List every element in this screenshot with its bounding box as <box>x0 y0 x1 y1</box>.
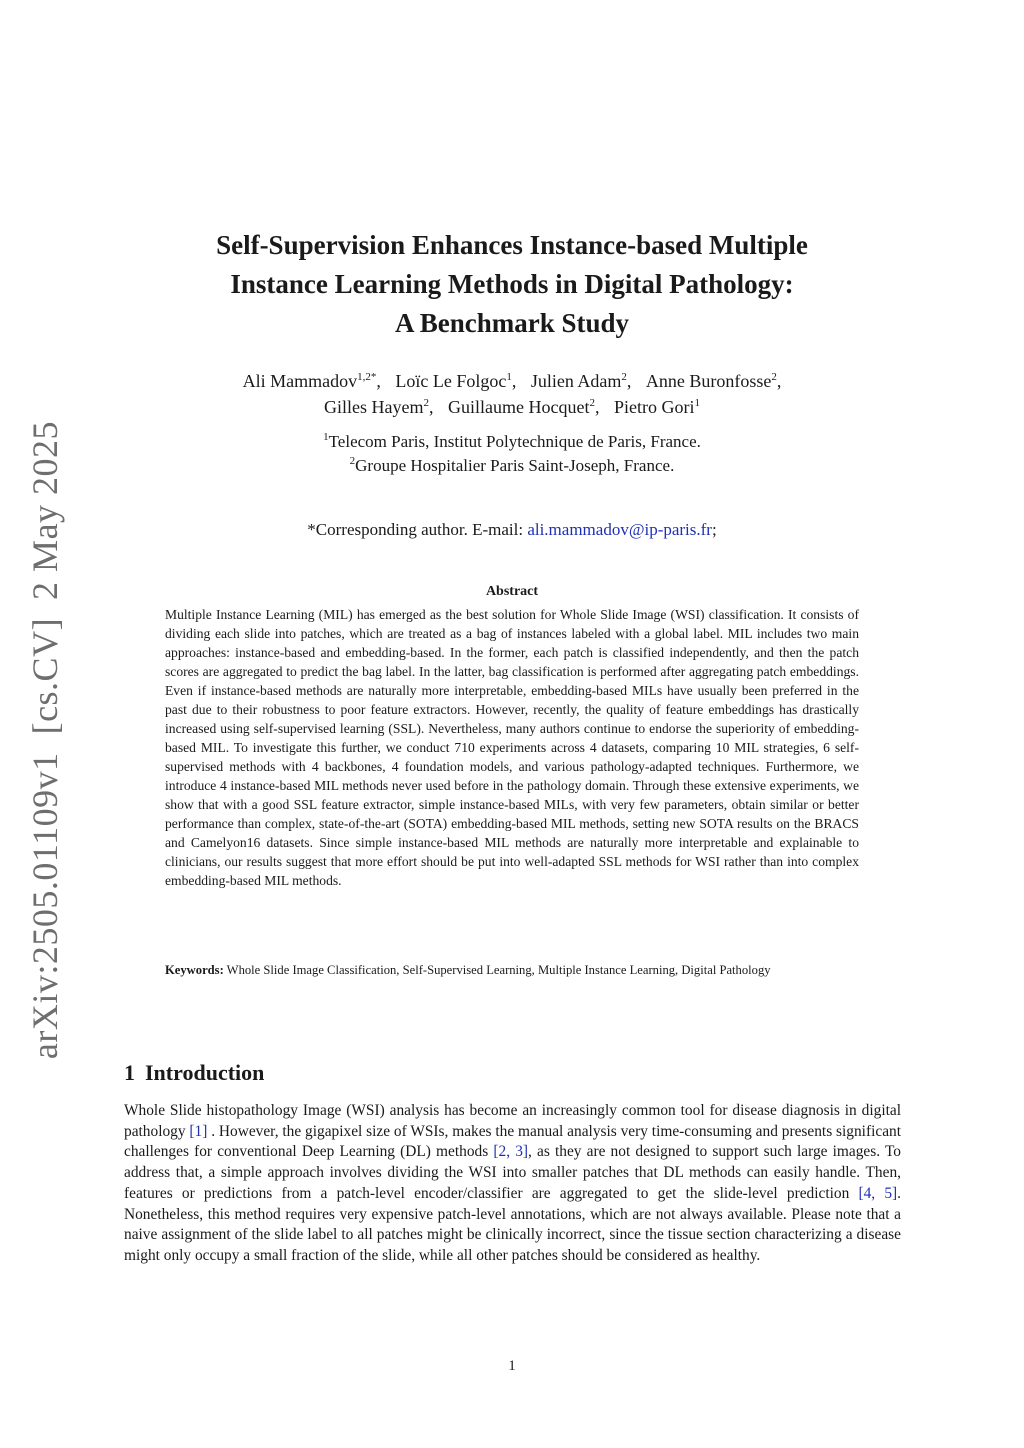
citation-link[interactable]: [1] <box>189 1122 208 1140</box>
title-line: Instance Learning Methods in Digital Pathology: <box>230 269 794 299</box>
title-line: Self-Supervision Enhances Instance-based Multiple <box>216 230 808 260</box>
keywords <box>165 962 859 979</box>
author: Julien Adam$^2$, <box>530 371 632 391</box>
affiliation: $^2$Groupe Hospitalier Paris Saint-Joseph, France. <box>349 455 675 475</box>
author-list <box>110 368 914 420</box>
section-number: 1 <box>124 1060 135 1085</box>
intro-paragraph: Whole Slide histopathology Image (WSI) analysis has become an increasingly common tool for disease diagnosis in digital pathology [1] . However, the gigapixel size of WSIs, makes the manual analysis very time-consuming and presents significant challenges for conventional Deep Learning (DL) methods [2, 3], as they are not designed to support such large images. To address that, a simple approach involves dividing the WSI into smaller patches that DL methods can easily handle. Then, features or predictions from a patch-level encoder/classifier are aggregated to get the slide-level prediction [4, 5]. Nonetheless, this method requires very expensive patch-level annotations, which are not always available. Please note that a naive assignment of the slide label to all patches might be clinically incorrect, since the tissue section characterizing a disease might only occupy a small fraction of the slide, while all other patches should be considered as healthy. <box>124 1102 901 1264</box>
arxiv-stamp <box>20 420 70 1060</box>
affiliations <box>110 430 914 478</box>
keywords-label: Keywords: <box>165 963 224 977</box>
section-heading <box>124 1058 264 1088</box>
author: Guillaume Hocquet$^2$, <box>448 397 600 417</box>
author-line <box>110 394 914 420</box>
author: Gilles Hayem$^2$, <box>324 397 434 417</box>
author: Pietro Gori$^1$ <box>613 397 700 417</box>
author: Anne Buronfosse$^2$, <box>645 371 782 391</box>
email-link[interactable]: ali.mammadov@ip-paris.fr <box>527 520 712 539</box>
author-line <box>110 368 914 394</box>
arxiv-id[interactable]: arXiv:2505.01109v1 <box>25 752 65 1060</box>
arxiv-category: [cs.CV] <box>25 617 65 735</box>
section-title: Introduction <box>145 1060 265 1085</box>
keywords-text: Whole Slide Image Classification, Self-Supervised Learning, Multiple Instance Learning, Digital Pathology <box>223 963 771 977</box>
corresponding-author: *Corresponding author. E-mail: ali.mammadov@ip-paris.fr; <box>307 520 717 539</box>
author: Loïc Le Folgoc$^1$, <box>395 371 517 391</box>
author: Ali Mammadov$^{1,2*}$, <box>242 371 381 391</box>
abstract-text: Multiple Instance Learning (MIL) has emerged as the best solution for Whole Slide Image (WSI) classification. It consists of dividing each slide into patches, which are treated as a bag of instances labeled with a global label. MIL includes two main approaches: instance-based and embedding-based. In the former, each patch is classified independently, and then the patch scores are aggregated to predict the bag label. In the latter, bag classification is performed after aggregating patch embeddings. Even if instance-based methods are naturally more interpretable, embedding-based MILs have usually been preferred in the past due to their robustness to poor feature extractors. However, recently, the quality of feature embeddings has drastically increased using self-supervised learning (SSL). Nevertheless, many authors continue to endorse the superiority of embedding-based MIL. To investigate this further, we conduct 710 experiments across 4 datasets, comparing 10 MIL strategies, 6 self-supervised methods with 4 backbones, 4 foundation models, and various pathology-adapted techniques. Furthermore, we introduce 4 instance-based MIL methods never used before in the pathology domain. Through these extensive experiments, we show that with a good SSL feature extractor, simple instance-based MILs, with very few parameters, obtain similar or better performance than complex, state-of-the-art (SOTA) embedding-based MIL methods, setting new SOTA results on the BRACS and Camelyon16 datasets. Since simple instance-based MIL methods are naturally more interpretable and explainable to clinicians, our results suggest that more effort should be put into well-adapted SSL methods for WSI rather than into complex embedding-based MIL methods. <box>165 607 859 888</box>
page-number: 1 <box>508 1358 516 1374</box>
citation-link[interactable]: [4, 5] <box>858 1184 898 1202</box>
title-line: A Benchmark Study <box>394 308 630 338</box>
paper-title <box>110 226 914 343</box>
arxiv-date: 2 May 2025 <box>25 420 65 600</box>
affiliation: $^1$Telecom Paris, Institut Polytechnique de Paris, France. <box>323 431 701 451</box>
abstract-heading: Abstract <box>485 584 539 599</box>
citation-link[interactable]: [2, 3] <box>493 1143 529 1161</box>
